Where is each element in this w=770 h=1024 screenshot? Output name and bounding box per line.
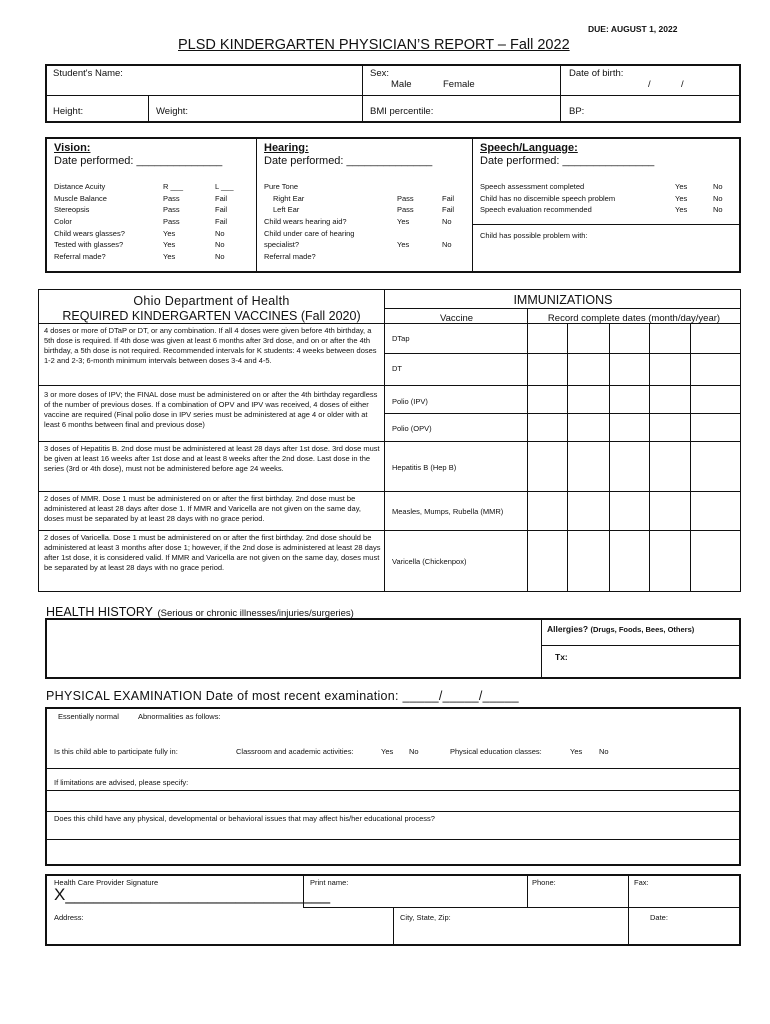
hearing-label: Child wears hearing aid?: [264, 217, 347, 227]
hearing-label: Child under care of hearing: [264, 228, 355, 238]
vision-option[interactable]: No: [215, 228, 225, 238]
speech-title: Speech/Language:: [480, 142, 578, 154]
print-name-field[interactable]: Print name:: [310, 878, 349, 887]
hearing-option[interactable]: Fail: [442, 205, 455, 215]
classroom-label: Classroom and academic activities:: [236, 747, 354, 756]
hearing-label: Left Ear: [273, 205, 300, 215]
classroom-no-option[interactable]: No: [409, 747, 419, 756]
sex-female-option[interactable]: Female: [443, 79, 475, 90]
page-title: PLSD KINDERGARTEN PHYSICIAN’S REPORT – Fall 2022: [178, 37, 570, 53]
hearing-label: Right Ear: [273, 193, 305, 203]
vision-option[interactable]: No: [215, 252, 225, 262]
fax-field[interactable]: Fax:: [634, 878, 649, 887]
vision-option[interactable]: Yes: [163, 240, 176, 250]
dob-separator: /: [681, 79, 684, 90]
speech-no-option[interactable]: No: [713, 182, 723, 191]
hearing-option: [442, 181, 454, 193]
dates-column-header: Record complete dates (month/day/year): [547, 313, 721, 324]
polio-requirement: 3 or more doses of IPV; the FINAL dose must be administered on or after the 4th birthday regardless of the number of previous doses. If a combination of OPV and IPV was received, 4 doses of either vaccine are required (Final polio dose in IPV series must be administered at age 4 or older with at least 6 months between final and previous dose): [44, 390, 378, 429]
speech-yes-col: [675, 181, 687, 216]
hearing-option: [397, 228, 414, 240]
vision-label: Referral made?: [54, 252, 106, 262]
vaccine-column-header: Vaccine: [439, 313, 474, 324]
speech-labels: [480, 181, 615, 216]
limitations-field[interactable]: If limitations are advised, please specify:: [54, 778, 189, 787]
odh-title: Ohio Department of Health: [133, 294, 290, 308]
dob-separator: /: [648, 79, 651, 90]
vision-option[interactable]: L ___: [215, 182, 234, 191]
vision-label: Tested with glasses?: [54, 240, 124, 250]
essentially-normal-option[interactable]: Essentially normal: [58, 712, 119, 721]
hearing-option: [397, 181, 414, 193]
hearing-col1: [397, 181, 414, 263]
physical-exam-title: PHYSICAL EXAMINATION Date of most recent examination: _____/_____/_____: [46, 689, 519, 703]
provider-date-field[interactable]: Date:: [650, 913, 668, 922]
vaccine-hepb: Hepatitis B (Hep B): [392, 463, 457, 472]
classroom-yes-option[interactable]: Yes: [381, 747, 394, 756]
hearing-label: Referral made?: [264, 252, 316, 262]
student-name-field[interactable]: Student's Name:: [53, 68, 123, 79]
tx-field[interactable]: Tx:: [555, 652, 568, 662]
vision-title: Vision:: [54, 142, 91, 154]
speech-label: Speech assessment completed: [480, 182, 585, 191]
hearing-title: Hearing:: [264, 142, 309, 154]
speech-no-col: [713, 181, 723, 216]
sex-male-option[interactable]: Male: [391, 79, 412, 90]
hearing-label: Pure Tone: [264, 182, 299, 191]
varicella-requirement: 2 doses of Varicella. Dose 1 must be administered on or after the first birthday. 2nd dose should be administered at least 3 months after dose 1; however, if the 2nd dose is administered at least 28 days after 1st dose, it is considered valid. If MMR and Varicella are not given on the same day, doses must be separated by at least 28 days with no grace period.: [44, 533, 381, 572]
hearing-option: [442, 251, 454, 263]
bp-field[interactable]: BP:: [569, 106, 585, 117]
vaccine-dtap: DTap: [392, 334, 410, 343]
vision-option[interactable]: Fail: [215, 217, 228, 227]
hearing-label: specialist?: [264, 240, 300, 250]
vision-label: Stereopsis: [54, 205, 90, 215]
odh-subtitle: REQUIRED KINDERGARTEN VACCINES (Fall 2020): [62, 309, 361, 323]
speech-yes-option[interactable]: Yes: [675, 182, 688, 191]
health-history-title: HEALTH HISTORY: [46, 605, 153, 619]
speech-problem-field[interactable]: Child has possible problem with:: [480, 231, 588, 240]
hearing-option[interactable]: No: [442, 240, 452, 250]
dtap-requirement: 4 doses or more of DTaP or DT, or any combination. If all 4 doses were given before 4th birthday, a 5th dose is required. If 4th dose was given at least 6 months after 3rd dose, and on or after the 4th birthday, a 5th dose is not required. Recommended intervals for K students: 4 weeks between doses 1-2 and 2-3; 6-month minimum intervals between doses 3-4 and 4-5.: [44, 326, 377, 365]
mmr-requirement: 2 doses of MMR. Dose 1 must be administered on or after the first birthday. 2nd dose must be administered at least 28 days after dose 1. If MMR and Varicella are not given on the same day, doses must be separated by at least 28 days with no grace period.: [44, 494, 361, 523]
vision-col1: [163, 181, 183, 263]
vision-option[interactable]: R ___: [163, 182, 184, 191]
participate-question: Is this child able to participate fully in:: [54, 747, 178, 756]
speech-label: Speech evaluation recommended: [480, 205, 592, 215]
phone-field[interactable]: Phone:: [532, 878, 556, 887]
pe-no-option[interactable]: No: [599, 747, 609, 756]
speech-no-option[interactable]: No: [713, 205, 723, 215]
hearing-option[interactable]: No: [442, 217, 452, 227]
immunizations-title: IMMUNIZATIONS: [513, 293, 613, 307]
vaccine-varicella: Varicella (Chickenpox): [392, 557, 467, 566]
vision-option[interactable]: Pass: [163, 193, 180, 203]
pe-label: Physical education classes:: [450, 747, 542, 756]
vision-option[interactable]: Fail: [215, 205, 228, 215]
health-history-subtitle: (Serious or chronic illnesses/injuries/surgeries): [157, 608, 354, 619]
vaccine-dt: DT: [392, 364, 402, 373]
vision-option[interactable]: Yes: [163, 228, 176, 238]
city-state-zip-field[interactable]: City, State, Zip:: [400, 913, 451, 922]
hearing-labels: [264, 181, 354, 263]
vision-label: Distance Acuity: [54, 182, 106, 191]
sex-label: Sex:: [370, 68, 390, 79]
vision-col2: [215, 181, 234, 263]
provider-signature-label: Health Care Provider Signature: [54, 878, 159, 887]
hearing-option: [397, 251, 414, 263]
vision-label: Muscle Balance: [54, 193, 107, 203]
height-field[interactable]: Height:: [53, 106, 84, 117]
address-field[interactable]: Address:: [54, 913, 84, 922]
issues-field[interactable]: Does this child have any physical, developmental or behavioral issues that may affect his/her educational process?: [54, 814, 435, 823]
vaccine-mmr: Measles, Mumps, Rubella (MMR): [392, 507, 504, 516]
vision-option[interactable]: Yes: [163, 252, 176, 262]
dob-field[interactable]: Date of birth:: [569, 68, 624, 79]
pe-yes-option[interactable]: Yes: [570, 747, 583, 756]
hearing-option[interactable]: Yes: [397, 240, 410, 250]
speech-date-field[interactable]: Date performed: _______________: [480, 155, 655, 167]
hearing-option[interactable]: Fail: [442, 193, 455, 203]
hearing-col2: [442, 181, 454, 263]
speech-label: Child has no discernible speech problem: [480, 193, 616, 203]
hearing-option[interactable]: Yes: [397, 217, 410, 227]
allergies-field[interactable]: [547, 624, 694, 635]
hearing-option[interactable]: Pass: [397, 205, 414, 215]
hearing-option[interactable]: Pass: [397, 193, 414, 203]
vaccine-opv: Polio (OPV): [392, 424, 432, 433]
vision-labels: [54, 181, 125, 263]
hearing-date-field[interactable]: Date performed: ______________: [264, 155, 433, 167]
abnormalities-option[interactable]: Abnormalities as follows:: [138, 712, 221, 721]
vaccine-ipv: Polio (IPV): [392, 397, 428, 406]
speech-yes-option[interactable]: Yes: [675, 205, 688, 215]
vision-option[interactable]: Fail: [215, 193, 228, 203]
vision-option[interactable]: No: [215, 240, 225, 250]
allergies-label: Allergies?: [547, 624, 589, 634]
speech-no-option[interactable]: No: [713, 193, 723, 203]
speech-yes-option[interactable]: Yes: [675, 193, 688, 203]
due-date: DUE: AUGUST 1, 2022: [588, 24, 678, 34]
vision-date-field[interactable]: Date performed: ______________: [54, 155, 223, 167]
vision-label: Color: [54, 217, 72, 227]
vision-option[interactable]: Pass: [163, 205, 180, 215]
weight-field[interactable]: Weight:: [156, 106, 189, 117]
vision-label: Child wears glasses?: [54, 228, 125, 238]
vision-option[interactable]: Pass: [163, 217, 180, 227]
hearing-option: [442, 228, 454, 240]
signature-field[interactable]: X____________________________: [54, 885, 331, 904]
hepb-requirement: 3 doses of Hepatitis B. 2nd dose must be administered at least 28 days after 1st dose. 3rd dose must be given at least 16 weeks after 1st dose and at least 8 weeks after the 2nd dose. Last dose in the series (3rd or 4th dose), must not be administered before age 24 weeks.: [44, 444, 380, 473]
bmi-field[interactable]: BMI percentile:: [370, 106, 434, 117]
allergies-sub: (Drugs, Foods, Bees, Others): [590, 625, 695, 634]
